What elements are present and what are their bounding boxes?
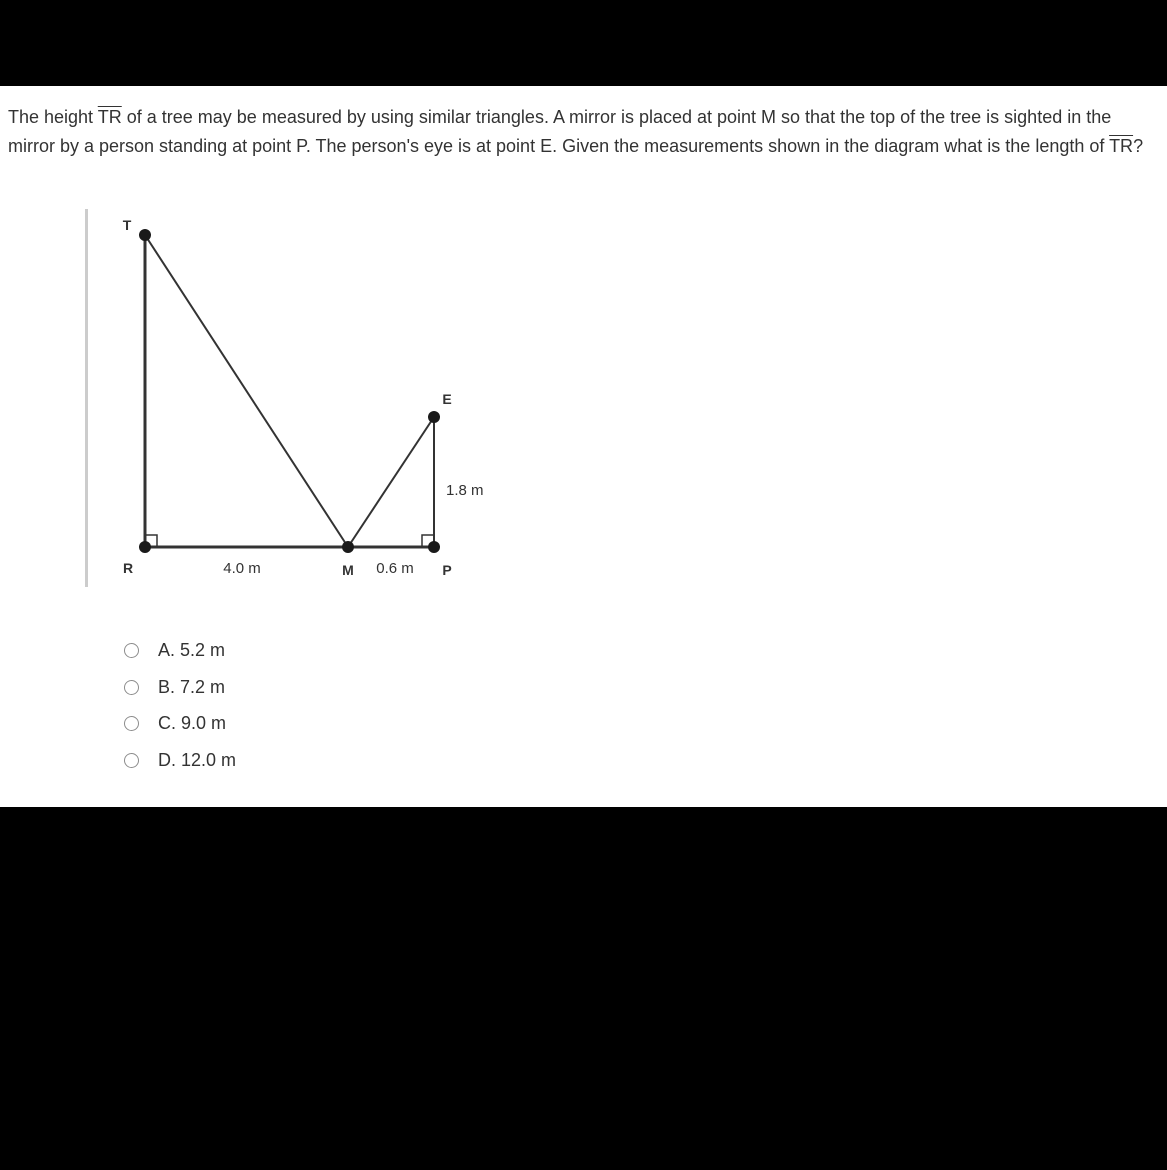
point-m — [342, 541, 354, 553]
point-t — [139, 229, 151, 241]
radio-button-a[interactable] — [124, 643, 139, 658]
measure-mp: 0.6 m — [376, 560, 414, 577]
segment-tm — [145, 235, 348, 547]
segment-me — [348, 417, 434, 547]
radio-button-d[interactable] — [124, 753, 139, 768]
left-rule — [85, 209, 88, 587]
segment-tr-overline: $\overline{TR}$ — [97, 107, 122, 127]
choice-d-label[interactable]: D. 12.0 m — [158, 749, 237, 770]
point-r — [139, 541, 151, 553]
choice-c-label[interactable]: C. 9.0 m — [158, 713, 227, 734]
choice-c[interactable] — [122, 705, 236, 742]
choice-b-label[interactable]: B. 7.2 m — [158, 676, 226, 697]
question-text-part-3: ? — [1133, 135, 1144, 156]
measure-ep: 1.8 m — [446, 482, 484, 499]
label-t: T — [122, 217, 132, 233]
label-e: E — [442, 391, 452, 407]
question-panel — [0, 86, 1167, 807]
bottom-black-bar — [0, 807, 1167, 1170]
choice-d[interactable] — [122, 742, 236, 779]
point-e — [428, 411, 440, 423]
radio-button-c[interactable] — [124, 716, 139, 731]
question-text-part-1: The height — [8, 107, 98, 127]
label-r: R — [122, 560, 134, 576]
label-m: M — [342, 562, 354, 578]
measure-rm: 4.0 m — [223, 560, 261, 577]
answer-choices — [122, 632, 236, 779]
top-black-bar — [0, 0, 1167, 86]
question-text-part-2: of a tree may be measured by using similar triangles. A mirror is placed at point M so that the top of the tree is sighted in the mirror by a person standing at point P. The person's eye is at point E. Given the measurements shown in the diagram what is the length of — [8, 107, 1112, 156]
radio-button-b[interactable] — [124, 680, 139, 695]
similar-triangles-diagram — [0, 86, 1167, 626]
point-p — [428, 541, 440, 553]
choice-a[interactable] — [122, 632, 236, 669]
choice-b[interactable] — [122, 669, 236, 706]
choice-a-label[interactable]: A. 5.2 m — [158, 639, 226, 660]
segment-tr-overline-2: $\overline{TR}$ — [1109, 135, 1134, 156]
label-p: P — [442, 562, 452, 578]
